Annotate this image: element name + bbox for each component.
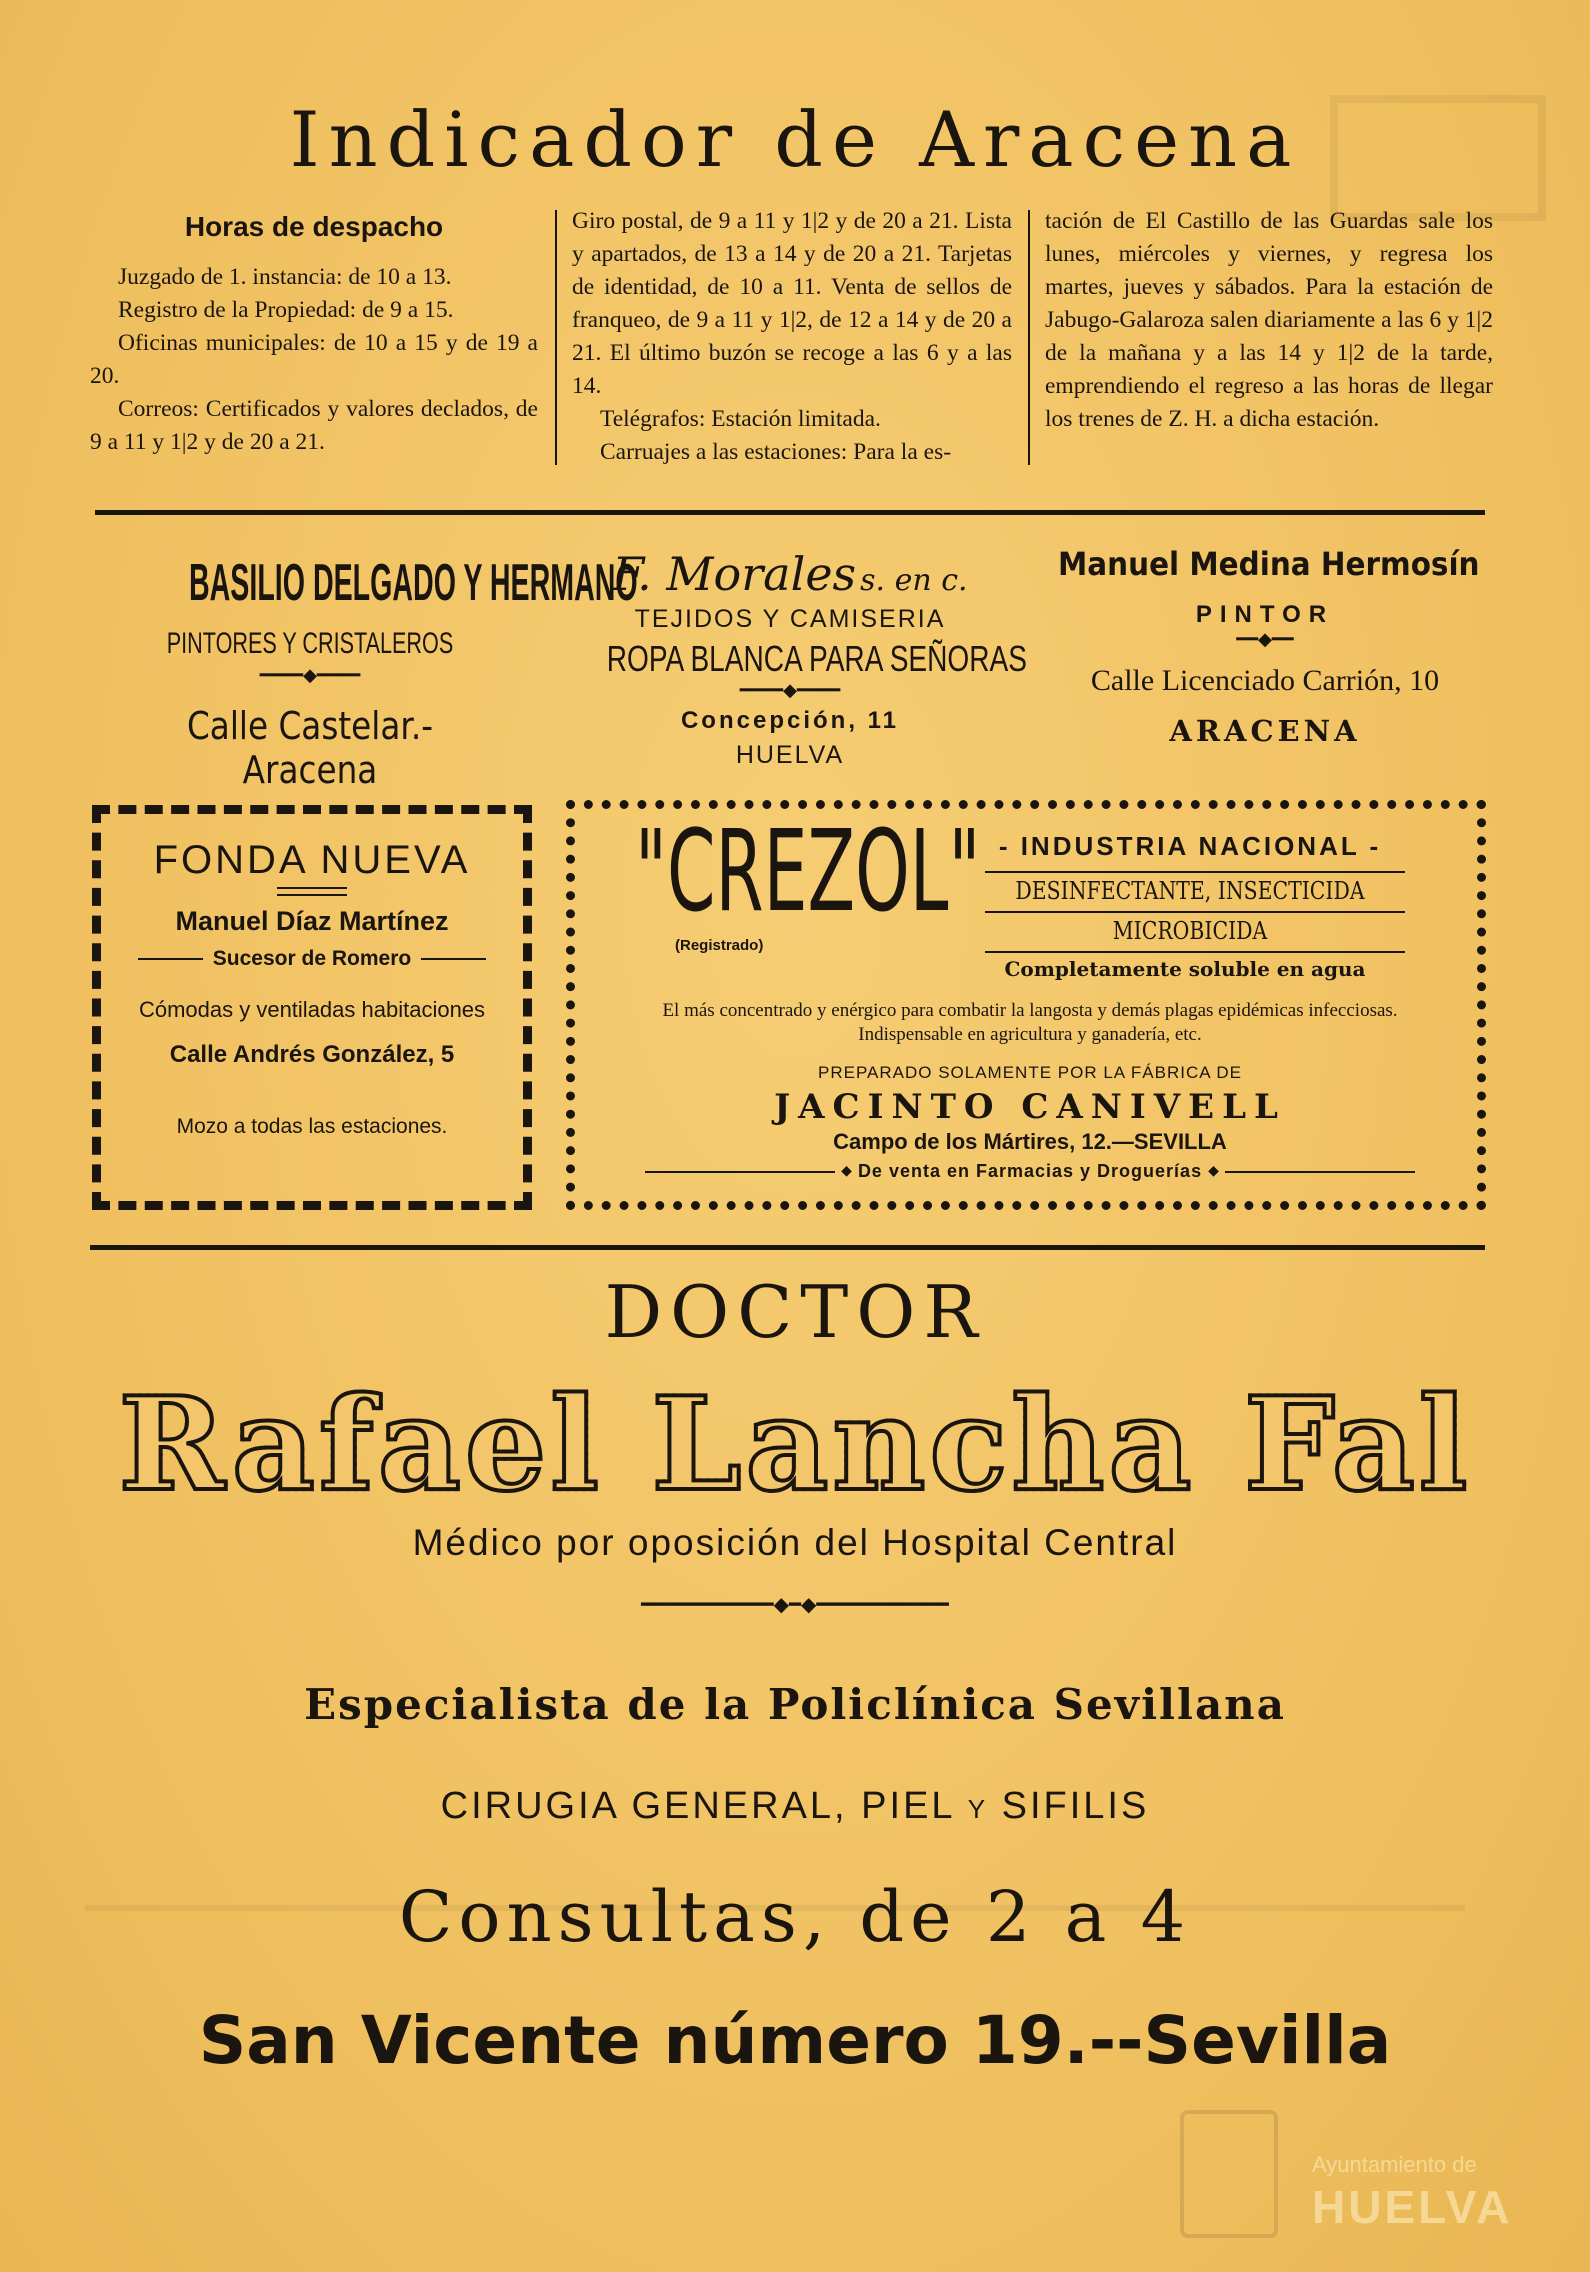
ad-basilio-trade: PINTORES Y CRISTALEROS: [166, 627, 454, 660]
column-divider: [1028, 210, 1030, 465]
doctor-specialist: Especialista de la Policlínica Sevillana: [304, 1680, 1286, 1729]
doctor-fields-b: SIFILIS: [1001, 1785, 1150, 1827]
ad-basilio-delgado: [90, 545, 638, 792]
doctor-fields-y: Y: [967, 1794, 989, 1824]
ad-fonda-rooms: Cómodas y ventiladas habitaciones: [138, 997, 486, 1022]
ad-crezol-registered: (Registrado): [675, 937, 764, 954]
paragraph: Telégrafos: Estación limitada.: [600, 406, 881, 432]
paragraph: Registro de la Propiedad: de 9 a 15.: [118, 297, 454, 323]
ad-crezol-prepared: PREPARADO SOLAMENTE POR LA FÁBRICA DE: [817, 1063, 1242, 1082]
ad-fonda-owner: Manuel Díaz Martínez: [175, 906, 449, 936]
ad-fonda-note: Mozo a todas las estaciones.: [176, 1115, 448, 1138]
ad-crezol-sale-row: [645, 1161, 1415, 1182]
ad-fonda-successor: Sucesor de Romero: [212, 947, 412, 970]
ad-crezol-soluble: Completamente soluble en agua: [1004, 957, 1366, 981]
huelva-coat-of-arms-icon: [1180, 2110, 1278, 2238]
ad-morales-name: F. Morales: [612, 547, 857, 601]
column-divider: [555, 210, 557, 465]
ad-fonda-address: Calle Andrés González, 5: [169, 1041, 455, 1068]
office-hours-heading: Horas de despacho: [184, 211, 444, 242]
ad-crezol-body: El más concentrado y enérgico para combatir la langosta y demás plagas epidémicas infecciosas. Indispensable en agricultura y ganadería, etc.: [662, 1000, 1398, 1045]
ad-fonda-successor-row: [101, 947, 523, 971]
ad-morales: [555, 545, 1028, 770]
rule-left: [138, 958, 203, 960]
column-carriages: [1045, 205, 1493, 436]
ad-crezol-desc1: DESINFECTANTE, INSECTICIDA: [1015, 877, 1365, 905]
ad-basilio-name: BASILIO DELGADO Y HERMANO: [189, 554, 638, 612]
doctor-label: DOCTOR: [604, 1270, 986, 1354]
watermark-line1: Ayuntamiento de: [1312, 2152, 1477, 2177]
ad-medina-address: Calle Licenciado Carrión, 10: [1090, 664, 1440, 697]
doctor-position: Médico por oposición del Hospital Central: [412, 1522, 1178, 1563]
doctor-fields-a: CIRUGIA GENERAL, PIEL: [440, 1785, 955, 1827]
rule-right: [421, 958, 486, 960]
column-postal: [572, 205, 1012, 469]
doctor-hours: Consultas, de 2 a 4: [398, 1876, 1192, 1958]
double-rule-icon: [277, 887, 347, 896]
rule: [985, 911, 1405, 913]
doctor-address: San Vicente número 19.--Sevilla: [198, 2002, 1392, 2079]
paragraph: tación de El Castillo de las Guardas sale los lunes, miércoles y viernes, y regresa los martes, jueves y sábados. Para la estación de Jabugo-Galaroza salen diariamente a las 6 y 1|2 de la mañana y a las 14 y 1|2 de la tarde, emprendiendo el regreso a las horas de llegar los trenes de Z. H. a dicha estación.: [1045, 208, 1493, 432]
ad-basilio-address: Calle Castelar.-Aracena: [186, 704, 434, 792]
section-divider: [95, 510, 1485, 515]
section-divider: [90, 1245, 1485, 1250]
ad-morales-address: Concepción, 11: [680, 707, 900, 734]
ad-crezol-sale: De venta en Farmacias y Droguerías: [857, 1161, 1203, 1181]
page-title: Indicador de Aracena: [289, 95, 1301, 184]
ad-morales-line1: TEJIDOS Y CAMISERIA: [634, 605, 946, 633]
rule-right: [1225, 1171, 1415, 1173]
ad-morales-line2: ROPA BLANCA PARA SEÑORAS: [606, 638, 1028, 679]
ad-medina-city: ARACENA: [1169, 714, 1361, 748]
ad-crezol-industry: - INDUSTRIA NACIONAL -: [998, 831, 1382, 861]
rule-left: [645, 1171, 835, 1173]
ornament-rule-icon: ━━━━◆━━━━: [259, 665, 361, 685]
ad-medina-trade: PINTOR: [1195, 601, 1335, 628]
paragraph: Correos: Certificados y valores declados, de 9 a 11 y 1|2 y de 20 a 21.: [90, 396, 538, 455]
ornament-rule-icon: ━━◆━━: [1236, 629, 1294, 649]
ad-crezol-desc2: MICROBICIDA: [1112, 917, 1268, 945]
ad-fonda-name: FONDA NUEVA: [153, 838, 471, 882]
ad-crezol-maker: JACINTO CANIVELL: [774, 1087, 1286, 1127]
ad-crezol-address: Campo de los Mártires, 12.—SEVILLA: [833, 1129, 1227, 1154]
ornament-rule-icon: ━━━━◆━━━━: [739, 680, 841, 700]
ad-crezol-brand: "CREZOL": [635, 807, 981, 937]
rule: [985, 951, 1405, 953]
ad-fonda-nueva: [92, 805, 532, 1210]
column-office-hours: [90, 210, 538, 459]
ad-morales-name-line: [555, 547, 1025, 601]
paragraph: Oficinas municipales: de 10 a 15 y de 19 a 20.: [90, 330, 538, 389]
doctor-name: Rafael Lancha Fal: [0, 1370, 1590, 1520]
diamond-icon: ◆: [841, 1164, 852, 1179]
paragraph: Carruajes a las estaciones: Para la es-: [600, 439, 952, 465]
doctor-fields: [0, 1785, 1590, 1828]
ornament-rule-icon: ━━━━━━━━━━━◆━◆━━━━━━━━━━━: [641, 1594, 949, 1616]
rule: [985, 871, 1405, 873]
diamond-icon: ◆: [1208, 1164, 1219, 1179]
watermark-line2: HUELVA: [1312, 2181, 1513, 2233]
ad-crezol: [566, 800, 1486, 1210]
ad-medina: [1040, 545, 1490, 770]
ad-morales-suffix: s. en c.: [860, 563, 968, 598]
paragraph: Juzgado de 1. instancia: de 10 a 13.: [118, 264, 452, 290]
ad-medina-name: Manuel Medina Hermosín: [1058, 545, 1480, 583]
ad-morales-city: HUELVA: [735, 741, 845, 769]
paragraph: Giro postal, de 9 a 11 y 1|2 y de 20 a 21. Lista y apartados, de 13 a 14 y de 20 a 21. Tarjetas de identidad, de 10 a 11. Venta de sellos de franqueo, de 9 a 11 y 1|2, de 12 a 14 y de 20 a 21. El último buzón se recoge a las 6 y a las 14.: [572, 208, 1012, 399]
